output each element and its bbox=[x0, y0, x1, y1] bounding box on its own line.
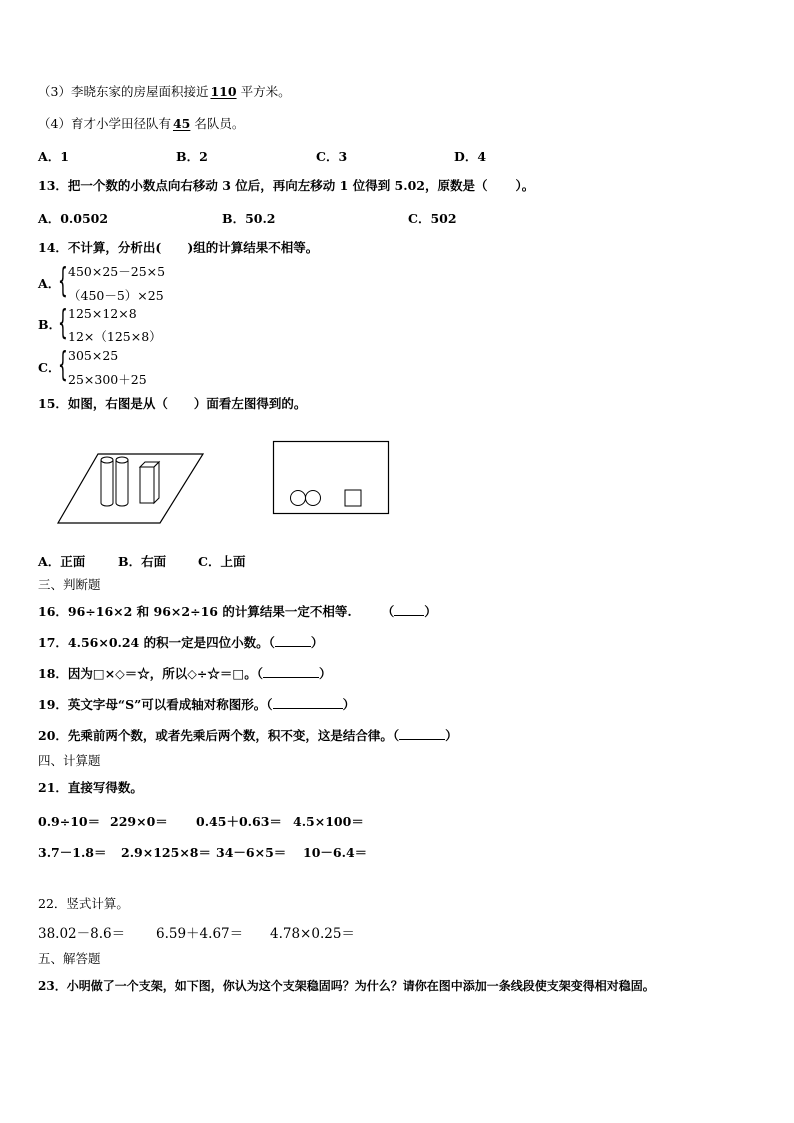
q14-text: 14．不计算，分析出( bbox=[38, 240, 162, 255]
q21-item[interactable]: 3.7－1.8＝ bbox=[38, 845, 107, 860]
circle-icon bbox=[291, 491, 306, 506]
cuboid-icon bbox=[140, 462, 159, 503]
q12-item4 bbox=[38, 116, 244, 132]
q21-item[interactable]: 0.45＋0.63＝ bbox=[196, 814, 282, 829]
q12-item4-unit: 名队员。 bbox=[194, 116, 245, 131]
q14-group-b-label: B． bbox=[38, 317, 62, 332]
left-brace-icon: { bbox=[58, 303, 68, 343]
q17-close-paren: ） bbox=[310, 635, 324, 650]
q20-close-paren: ） bbox=[445, 728, 458, 743]
q16-close-paren: ） bbox=[424, 604, 437, 619]
q22-item[interactable]: 38.02－8.6＝ bbox=[38, 926, 126, 942]
q15-text: 15．如图，右图是从（ bbox=[38, 396, 168, 411]
q13-option-b[interactable]: B．50.2 bbox=[222, 211, 276, 226]
section-4-heading: 四、计算题 bbox=[38, 753, 101, 768]
q21-item[interactable]: 2.9×125×8＝ bbox=[121, 845, 211, 860]
q15-right-figure bbox=[272, 440, 392, 516]
q12-option-c[interactable]: C．3 bbox=[316, 149, 348, 164]
q14-question bbox=[38, 240, 318, 256]
q21-item[interactable]: 4.5×100＝ bbox=[293, 814, 364, 829]
q17-answer-blank[interactable] bbox=[275, 635, 311, 647]
q19-text: 19．英文字母“S”可以看成轴对称图形。（ bbox=[38, 697, 273, 712]
q23-question: 23．小明做了一个支架，如下图，你认为这个支架稳固吗？为什么？请你在图中添加一条线段使支架变得相对稳固。 bbox=[38, 979, 655, 993]
q17-question bbox=[38, 635, 323, 651]
q20-answer-blank[interactable] bbox=[399, 728, 445, 740]
q13-option-c[interactable]: C．502 bbox=[408, 211, 457, 226]
q16-text: 16．96÷16×2 和 96×2÷16 的计算结果一定不相等. bbox=[38, 604, 352, 619]
q13-text: 13．把一个数的小数点向右移动 3 位后，再向左移动 1 位得到 5.02，原数是（ bbox=[38, 178, 488, 193]
q15-question bbox=[38, 396, 306, 412]
q22-title: 22．竖式计算。 bbox=[38, 896, 129, 911]
circle-icon bbox=[306, 491, 321, 506]
q20-text: 20．先乘前两个数，或者先乘后两个数，积不变，这是结合律。（ bbox=[38, 728, 400, 743]
q12-option-b[interactable]: B．2 bbox=[176, 149, 208, 164]
left-brace-icon: { bbox=[58, 345, 68, 385]
q15-option-a[interactable]: A．正面 bbox=[38, 554, 86, 569]
q13-option-a[interactable]: A．0.0502 bbox=[38, 211, 109, 226]
q16-question bbox=[38, 604, 437, 620]
q21-item[interactable]: 229×0＝ bbox=[110, 814, 168, 829]
q17-text: 17．4.56×0.24 的积一定是四位小数。（ bbox=[38, 635, 275, 650]
q21-item[interactable]: 34－6×5＝ bbox=[216, 845, 287, 860]
left-brace-icon: { bbox=[58, 261, 68, 301]
q20-question bbox=[38, 728, 458, 744]
square-icon bbox=[345, 490, 361, 506]
q15-option-b[interactable]: B．右面 bbox=[118, 554, 167, 569]
q21-item[interactable]: 10－6.4＝ bbox=[303, 845, 368, 860]
q14-group-a-line2: （450－5）×25 bbox=[68, 288, 164, 303]
section-3-heading: 三、判断题 bbox=[38, 577, 101, 592]
q14-group-c-label: C． bbox=[38, 360, 61, 375]
q15-left-figure bbox=[56, 450, 206, 526]
q14-group-a-line1: 450×25－25×5 bbox=[68, 264, 166, 279]
q19-answer-blank[interactable] bbox=[273, 697, 343, 709]
q12-item3-unit: 平方米。 bbox=[240, 84, 291, 99]
q21-item[interactable]: 0.9÷10＝ bbox=[38, 814, 101, 829]
q19-question bbox=[38, 697, 355, 713]
q12-item3 bbox=[38, 84, 291, 100]
q12-option-d[interactable]: D．4 bbox=[454, 149, 487, 164]
q16-open-paren: （ bbox=[381, 604, 395, 619]
q14-text-end: )组的计算结果不相等。 bbox=[187, 240, 319, 255]
q12-item3-value: 110 bbox=[210, 84, 237, 99]
q12-item3-text: （3）李晓东家的房屋面积接近 bbox=[38, 84, 209, 99]
q14-group-c-line2: 25×300＋25 bbox=[68, 372, 147, 387]
q12-option-a[interactable]: A．1 bbox=[38, 149, 69, 164]
q18-close-paren: ） bbox=[318, 666, 332, 681]
q15-text-end: ）面看左图得到的。 bbox=[193, 396, 307, 411]
section-5-heading: 五、解答题 bbox=[38, 951, 101, 966]
q14-group-a-label: A． bbox=[38, 276, 61, 291]
q18-answer-blank[interactable] bbox=[263, 666, 319, 678]
q21-title: 21．直接写得数。 bbox=[38, 780, 143, 795]
q16-answer-blank[interactable] bbox=[394, 604, 424, 616]
q14-group-b-line1: 125×12×8 bbox=[68, 306, 137, 321]
q12-item4-text: （4）育才小学田径队有 bbox=[38, 116, 171, 131]
q18-text: 18．因为□×◇＝☆，所以◇÷☆＝□。（ bbox=[38, 666, 263, 681]
q12-item4-value: 45 bbox=[172, 116, 191, 131]
q13-question bbox=[38, 178, 534, 194]
cylinder-icon bbox=[101, 457, 113, 506]
q15-option-c[interactable]: C．上面 bbox=[198, 554, 246, 569]
q22-item[interactable]: 6.59＋4.67＝ bbox=[156, 926, 244, 942]
q14-group-b-line2: 12×（125×8） bbox=[68, 329, 162, 344]
q14-group-c-line1: 305×25 bbox=[68, 348, 119, 363]
q19-close-paren: ） bbox=[342, 697, 356, 712]
q22-item[interactable]: 4.78×0.25＝ bbox=[270, 926, 355, 942]
q13-text-end: ）。 bbox=[515, 178, 535, 193]
cylinder-icon bbox=[116, 457, 128, 506]
q18-question bbox=[38, 666, 331, 682]
